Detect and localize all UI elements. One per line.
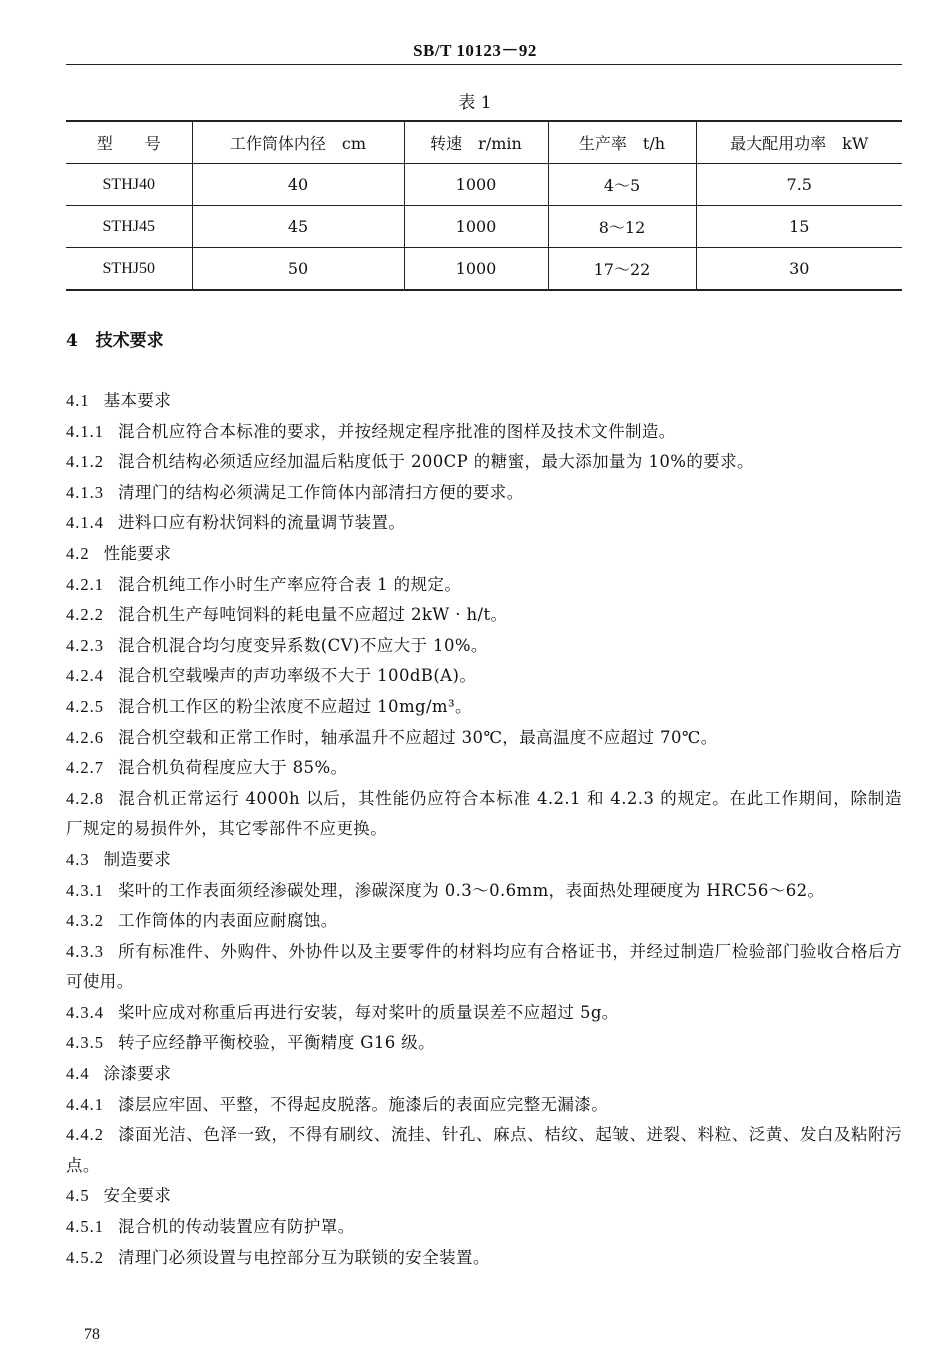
clause-text: 清理门必须设置与电控部分互为联锁的安全装置。 [118,1247,490,1267]
clause-text: 混合机空载噪声的声功率级不大于 100dB(A)。 [118,666,477,686]
cell-model: STHJ45 [66,206,192,248]
clause-text: 漆层应牢固、平整，不得起皮脱落。施漆后的表面应完整无漏漆。 [118,1094,609,1114]
clause [66,692,902,723]
clause [66,937,902,998]
section-title: 技术要求 [95,331,164,351]
clause-text: 进料口应有粉状饲料的流量调节装置。 [118,513,406,533]
section-heading [66,326,164,351]
clause [66,753,902,784]
clause-text: 混合机结构必须适应经加温后粘度低于 200CP 的糖蜜，最大添加量为 10%的要求。 [118,452,754,472]
header-rule [66,64,902,65]
clause [66,998,902,1029]
clause [66,906,902,937]
table-header-row [66,121,902,164]
table-caption: 表 1 [458,93,492,113]
clause-text: 桨叶的工作表面须经渗碳处理，渗碳深度为 0.3～0.6mm，表面热处理硬度为 HRC56～62。 [118,880,825,900]
clause [66,784,902,845]
clause [66,417,902,448]
clause-text: 性能要求 [103,543,172,563]
cell-model: STHJ50 [66,248,192,291]
clause-number: 4.2.8 [66,788,104,808]
clause-text: 转子应经静平衡校验，平衡精度 G16 级。 [118,1033,436,1053]
clause-number: 4.2.3 [66,635,104,655]
header-speed: 转速 r/min [404,121,548,164]
cell-speed: 1000 [404,248,548,291]
clause [66,1120,902,1181]
clause-text: 混合机正常运行 4000h 以后，其性能仍应符合本标准 4.2.1 和 4.2.3 的规定。在此工作期间，除制造厂规定的易损件外，其它零部件不应更换。 [66,788,902,839]
clause-text: 基本要求 [103,391,172,410]
cell-max-power: 7.5 [696,164,902,206]
clause [66,631,902,662]
clause-text: 漆面光洁、色泽一致，不得有刷纹、流挂、针孔、麻点、桔纹、起皱、迸裂、料粒、泛黄、发白及粘附污点。 [66,1125,902,1175]
cell-model: STHJ40 [66,164,192,206]
clause-number: 4.1.2 [66,452,104,472]
clause-number: 4.4.2 [66,1125,104,1145]
clause [66,570,902,601]
clause-number: 4.2.6 [66,727,104,747]
clause [66,1090,902,1121]
clause-number: 4.2 [66,543,90,563]
header-model: 型 号 [66,121,192,164]
cell-productivity: 4～5 [548,164,696,206]
requirements-body [66,386,902,1273]
clause-number: 4.2.5 [66,696,104,716]
clause-text: 混合机的传动装置应有防护罩。 [118,1217,355,1237]
clause [66,1181,902,1212]
header-max-power: 最大配用功率 kW [696,121,902,164]
table-row [66,248,902,291]
clause-number: 4.4.1 [66,1094,104,1114]
clause-text: 混合机生产每吨饲料的耗电量不应超过 2kW · h/t。 [118,605,508,625]
table-row [66,164,902,206]
header-inner-diameter: 工作筒体内径 cm [192,121,404,164]
clause [66,600,902,631]
clause-number: 4.3.3 [66,941,104,961]
clause-number: 4.5.2 [66,1247,104,1267]
clause [66,1212,902,1243]
spec-table [66,120,902,291]
clause [66,845,902,876]
clause-number: 4.3.5 [66,1033,104,1053]
clause-text: 制造要求 [103,849,172,869]
clause [66,508,902,539]
clause [66,386,902,417]
section-number: 4 [66,331,78,351]
cell-max-power: 30 [696,248,902,291]
clause-text: 混合机空载和正常工作时，轴承温升不应超过 30℃，最高温度不应超过 70℃。 [118,727,718,747]
clause-number: 4.3 [66,849,90,869]
clause-text: 涂漆要求 [103,1064,172,1084]
clause [66,1243,902,1274]
clause [66,1059,902,1090]
clause-text: 桨叶应成对称重后再进行安装，每对桨叶的质量误差不应超过 5g。 [118,1002,619,1022]
clause-number: 4.5 [66,1186,90,1206]
clause [66,876,902,907]
clause-text: 清理门的结构必须满足工作筒体内部清扫方便的要求。 [118,482,524,502]
clause-number: 4.2.4 [66,666,104,686]
page-number: 78 [84,1326,100,1343]
clause-text: 混合机工作区的粉尘浓度不应超过 10mg/m³。 [118,696,472,716]
clause [66,539,902,570]
cell-inner-diameter: 40 [192,164,404,206]
clause-number: 4.2.2 [66,605,104,625]
cell-productivity: 17～22 [548,248,696,291]
clause-number: 4.2.1 [66,574,104,594]
header-productivity: 生产率 t/h [548,121,696,164]
clause [66,478,902,509]
clause-number: 4.4 [66,1064,90,1084]
clause-number: 4.3.2 [66,911,104,931]
cell-inner-diameter: 45 [192,206,404,248]
clause-number: 4.1.1 [66,421,104,441]
clause-text: 混合机应符合本标准的要求，并按经规定程序批准的图样及技术文件制造。 [118,421,676,441]
clause-text: 工作筒体的内表面应耐腐蚀。 [118,911,338,931]
clause-text: 混合机混合均匀度变异系数(CV)不应大于 10%。 [118,635,488,655]
clause-text: 混合机纯工作小时生产率应符合表 1 的规定。 [118,574,462,594]
clause-number: 4.1.3 [66,482,104,502]
table-row [66,206,902,248]
cell-inner-diameter: 50 [192,248,404,291]
clause-number: 4.2.7 [66,758,104,778]
clause [66,723,902,754]
cell-productivity: 8～12 [548,206,696,248]
cell-max-power: 15 [696,206,902,248]
clause [66,1028,902,1059]
clause-number: 4.1 [66,391,90,410]
clause [66,661,902,692]
clause-text: 混合机负荷程度应大于 85%。 [118,758,348,778]
clause-number: 4.1.4 [66,513,104,533]
clause-text: 安全要求 [103,1186,172,1206]
clause-number: 4.3.1 [66,880,104,900]
clause-text: 所有标准件、外购件、外协件以及主要零件的材料均应有合格证书，并经过制造厂检验部门验收合格后方可使用。 [66,941,902,992]
clause [66,447,902,478]
clause-number: 4.3.4 [66,1002,104,1022]
cell-speed: 1000 [404,206,548,248]
cell-speed: 1000 [404,164,548,206]
clause-number: 4.5.1 [66,1217,104,1237]
standard-number-header: SB/T 10123－92 [413,41,537,60]
